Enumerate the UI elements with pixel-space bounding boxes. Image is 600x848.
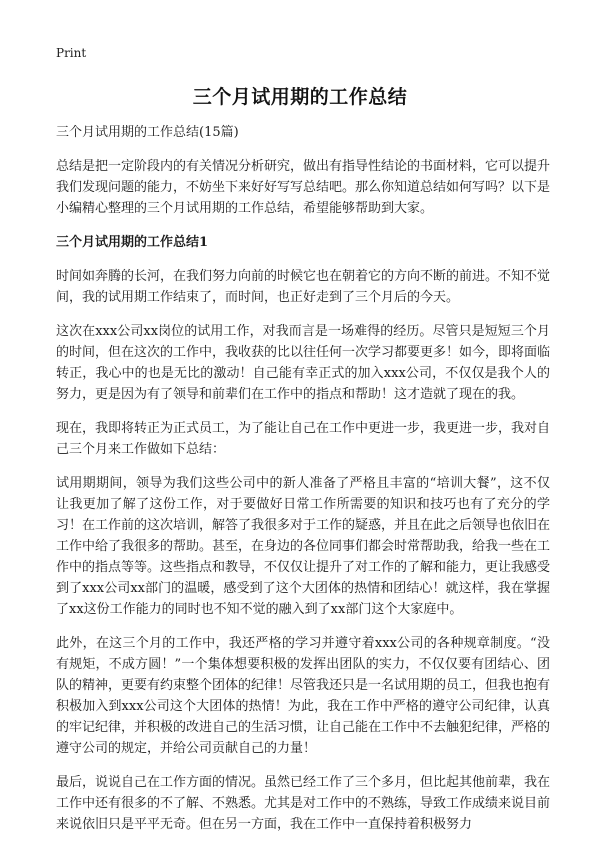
body-paragraph: 试用期期间，领导为我们这些公司中的新人准备了严格且丰富的“培训大餐”，这不仅让我更加了解了这份工作，对于要做好日常工作所需要的知识和技巧也有了充分的学习！在工作前的这次培训，解答了我很多对于工作的疑惑，并且在此之后领导也依旧在工作中给了我很多的帮助。甚至，在身边的各位同事们都会时常帮助我，给我一些在工作中的指点等等。这些指点和教导，不仅仅让提升了对工作的了解和能力，更让我感受到了xxx公司xx部门的温暖，感受到了这个大团体的热情和团结心！就这样，我在掌握了xx这份工作能力的同时也不知不觉的融入到了xx部门这个大家庭中。 [56, 476, 551, 617]
body-paragraph: 此外，在这三个月的工作中，我还严格的学习并遵守着xxx公司的各种规章制度。“没有规矩，不成方圆！”一个集体想要积极的发挥出团队的实力，不仅仅要有团结心、团队的精神，更要有约束整个团体的纪律！尽管我还只是一名试用期的员工，但我也抱有积极加入到xxx公司这个大团体的热情！为此，我在工作中严格的遵守公司纪律，认真的牢记纪律，并积极的改进自己的生活习惯，让自己能在工作中不去触犯纪律，严格的遵守公司的规定，并给公司贡献自己的力量！ [56, 636, 551, 756]
body-paragraph: 时间如奔腾的长河，在我们努力向前的时候它也在朝着它的方向不断的前进。不知不觉间，我的试用期工作结束了，而时间，也正好走到了三个月后的今天。 [56, 269, 551, 305]
print-label: Print [56, 46, 87, 60]
section-heading: 三个月试用期的工作总结1 [56, 235, 209, 250]
body-paragraph: 这次在xxx公司xx岗位的试用工作，对我而言是一场难得的经历。尽管只是短短三个月的时间，但在这次的工作中，我收获的比以往任何一次学习都要更多！如今，即将面临转正，我心中的也是无比的激动！自己能有幸正式的加入xxx公司，不仅仅是我个人的努力，更是因为有了领导和前辈们在工作中的指点和帮助！这才造就了现在的我。 [56, 324, 551, 402]
body-paragraph: 现在，我即将转正为正式员工，为了能让自己在工作中更进一步，我更进一步，我对自己三个月来工作做如下总结： [56, 421, 551, 457]
document-subtitle: 三个月试用期的工作总结(15篇) [56, 125, 239, 140]
body-paragraph: 最后，说说自己在工作方面的情况。虽然已经工作了三个多月，但比起其他前辈，我在工作中还有很多的不了解、不熟悉。尤其是对工作中的不熟练，导致工作成绩来说目前来说依旧只是平平无奇。但在另一方面，我在工作中一直保持着积极努力 [56, 775, 551, 832]
document-body [56, 122, 550, 848]
document-title: 三个月试用期的工作总结 [192, 86, 408, 108]
intro-paragraph: 总结是把一定阶段内的有关情况分析研究，做出有指导性结论的书面材料，它可以提升我们发现问题的能力，不妨坐下来好好写写总结吧。那么你知道总结如何写吗？以下是小编精心整理的三个月试用期的工作总结，希望能够帮助到大家。 [56, 159, 551, 216]
